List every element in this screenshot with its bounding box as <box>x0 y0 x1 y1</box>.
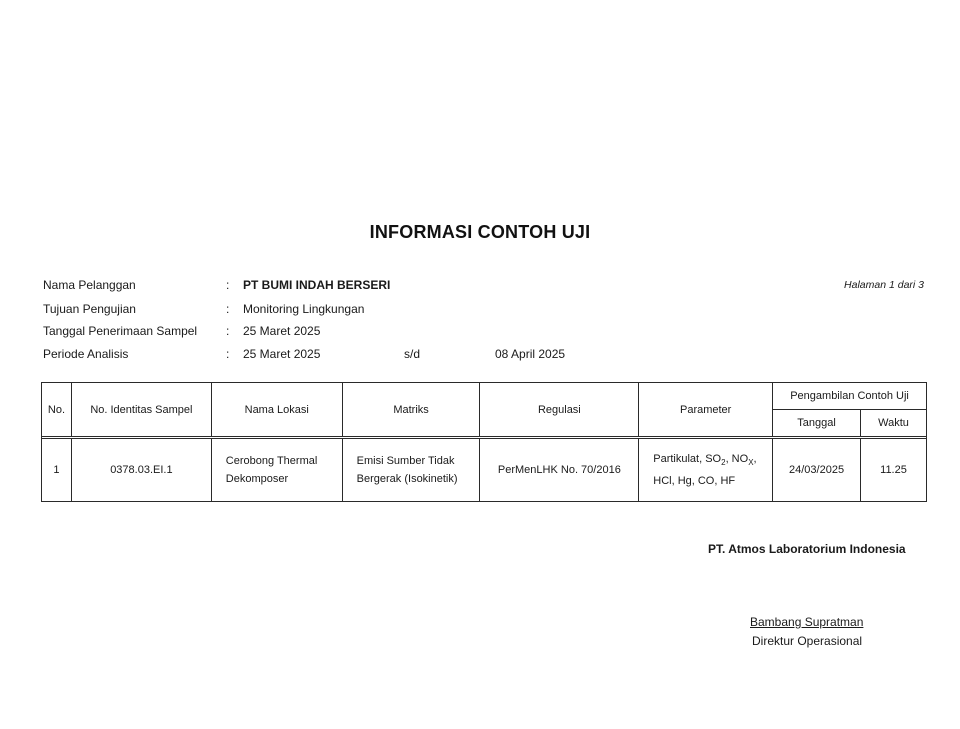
purpose-value: Monitoring Lingkungan <box>243 302 365 316</box>
param-part-b: , NO <box>725 452 749 465</box>
header-parameter: Parameter <box>639 383 773 437</box>
header-no: No. <box>42 383 72 437</box>
cell-sample-id: 0378.03.EI.1 <box>71 439 211 502</box>
customer-value: PT BUMI INDAH BERSERI <box>243 278 391 292</box>
period-end: 08 April 2025 <box>495 347 566 361</box>
colon: : <box>226 347 230 361</box>
company-name: PT. Atmos Laboratorium Indonesia <box>708 542 906 556</box>
header-matrix: Matriks <box>342 383 480 437</box>
page-indicator: Halaman 1 dari 3 <box>844 279 924 291</box>
param-sub-b: X <box>748 458 754 468</box>
header-date: Tanggal <box>773 410 861 437</box>
colon: : <box>226 324 230 338</box>
location-line-2: Dekomposer <box>225 473 289 485</box>
header-location: Nama Lokasi <box>211 383 342 437</box>
colon: : <box>226 278 230 292</box>
header-sampling: Pengambilan Contoh Uji <box>773 383 927 410</box>
cell-location <box>211 439 342 502</box>
cell-regulation: PerMenLHK No. 70/2016 <box>480 439 639 502</box>
location-line-1: Cerobong Thermal <box>225 455 318 467</box>
param-part-a: Partikulat, SO <box>653 452 722 465</box>
table-row <box>42 439 927 502</box>
cell-date: 24/03/2025 <box>773 439 861 502</box>
header-time: Waktu <box>861 410 927 437</box>
sample-table <box>41 382 927 502</box>
customer-label: Nama Pelanggan <box>43 278 136 292</box>
received-label: Tanggal Penerimaan Sampel <box>43 324 198 338</box>
document-title: INFORMASI CONTOH UJI <box>369 222 591 242</box>
cell-matrix <box>342 439 480 502</box>
purpose-label: Tujuan Pengujian <box>43 302 136 316</box>
param-line-2: HCl, Hg, CO, HF <box>653 475 736 488</box>
signatory-name: Bambang Supratman <box>750 615 864 629</box>
cell-parameter <box>639 439 773 502</box>
header-regulation: Regulasi <box>480 383 639 437</box>
cell-no: 1 <box>42 439 72 502</box>
matrix-line-2: Bergerak (Isokinetik) <box>356 473 458 485</box>
period-label: Periode Analisis <box>43 347 129 361</box>
period-start: 25 Maret 2025 <box>243 347 321 361</box>
signatory-title: Direktur Operasional <box>752 634 863 648</box>
matrix-line-1: Emisi Sumber Tidak <box>356 455 455 467</box>
colon: : <box>226 302 230 316</box>
period-separator: s/d <box>404 347 421 361</box>
received-value: 25 Maret 2025 <box>243 324 321 338</box>
header-sample-id: No. Identitas Sampel <box>71 383 211 437</box>
cell-time: 11.25 <box>861 439 927 502</box>
param-sub-a: 2 <box>721 458 726 468</box>
param-part-c: , <box>753 452 757 465</box>
